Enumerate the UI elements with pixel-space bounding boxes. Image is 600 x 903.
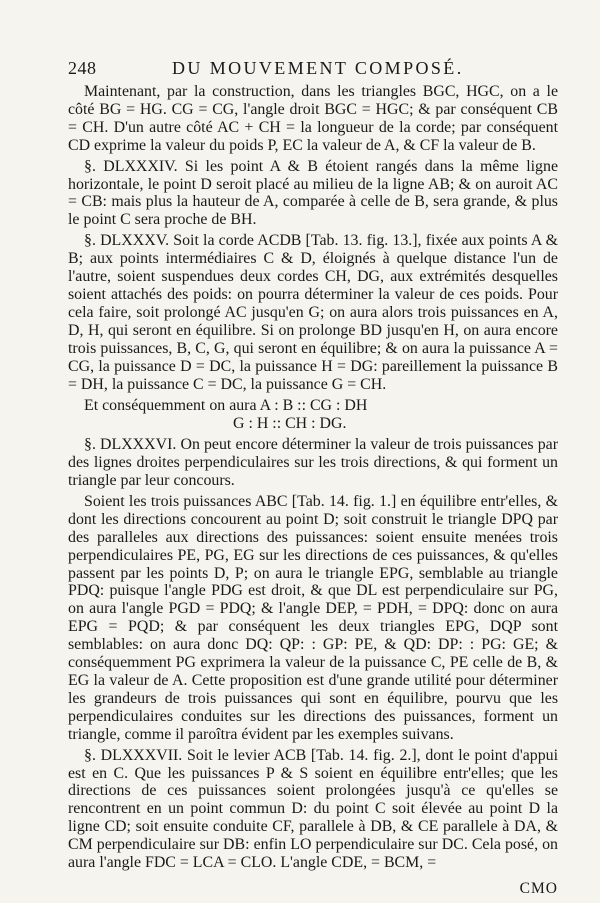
- page-header: [68, 58, 558, 80]
- formula-line-2: G : H :: CH : DG.: [233, 415, 347, 433]
- paragraph-dlxxxvii: §. DLXXXVII. Soit le levier ACB [Tab. 14. fig. 2.], dont le point d'appui est en C. Que les puissances P & S soient en équilibre entr'elles; que les directions de ces puissances soient prolongées jusqu'à ce qu'elles se rencontrent en un point commun D: du point C soit élevée au point D la ligne CD; soit ensuite conduite CF, parallele à DB, & CE parallele à DA, & CM perpendiculaire sur DB: enfin LO perpendiculaire sur DC. Cela posé, on aura l'angle FDC = LCA = CLO. L'angle CDE, = BCM, =: [68, 746, 558, 872]
- body-text: [68, 83, 558, 872]
- paragraph-construction: Maintenant, par la construction, dans les triangles BGC, HGC, on a le côté BG = HG. CG = CG, l'angle droit BGC = HGC; & par conséquent CB = CH. D'un autre côté AC + CH = la longueur de la corde; par conséquent CD exprime la valeur du poids P, EC la valeur de A, & CF la valeur de B.: [68, 83, 558, 154]
- page-number: 248: [68, 58, 97, 78]
- paragraph-dlxxxiv: §. DLXXXIV. Si les point A & B étoient rangés dans la même ligne horizontale, le point D seroit placé au milieu de la ligne AB; & on auroit AC = CB: mais plus la hauteur de A, comparée à celle de B, sera grande, & plus le point C sera proche de BH.: [68, 157, 558, 229]
- catchword: CMO: [519, 880, 558, 897]
- paragraph-three-powers: Soient les trois puissances ABC [Tab. 14. fig. 1.] en équilibre entr'elles, & dont les directions concourent au point D; soit construit le triangle DPQ par des paralleles aux directions des puissances: soient ensuite menées trois perpendiculaires PE, PG, EG sur les directions de ces puissances, & qu'elles passent par les points D, P; on aura le triangle EPG, semblable au triangle PDQ: puisque l'angle PDG est droit, & que DL est perpendiculaire sur PG, on aura l'angle PGD = PDQ; & l'angle DEP, = PDH, = DPQ: donc on aura EPG = PQD; & par conséquent les deux triangles EPG, DQP sont semblables: on aura donc DQ: QP: : GP: PE, & QD: DP: : PG: GE; & conséquemment PG exprimera la valeur de la puissance C, PE celle de B, & EG la valeur de A. Cette proposition est d'une grande utilité pour déterminer les grandeurs de trois puissances qui sont en équilibre, pourvu que les perpendiculaires conduites sur les directions des puissances, forment un triangle, comme il paroîtra évident par les exemples suivans.: [68, 492, 558, 743]
- running-head: DU MOUVEMENT COMPOSÉ.: [172, 58, 464, 78]
- paragraph-dlxxxvi: §. DLXXXVI. On peut encore déterminer la valeur de trois puissances par des lignes droites perpendiculaires sur les trois directions, & qui forment un triangle par leur concours.: [68, 436, 558, 490]
- formula-line-1: Et conséquemment on aura A : B :: CG : DH: [84, 397, 368, 415]
- paragraph-dlxxxv: §. DLXXXV. Soit la corde ACDB [Tab. 13. fig. 13.], fixée aux points A & B; aux points intermédiaires C & D, éloignés à quelque distance l'un de l'autre, soient suspendues deux cordes CH, DG, aux extrémités desquelles soient attachés des poids: on pourra déterminer la valeur de ces poids. Pour cela faire, soit prolongé AC jusqu'en G; on aura alors trois puissances en A, D, H, qui seront en équilibre. Si on prolonge BD jusqu'en H, on aura encore trois puissances, B, C, G, qui seront en équilibre; & on aura la puissance A = CG, la puissance D = DC, la puissance H = DG: pareillement la puissance B = DH, la puissance C = DC, la puissance G = CH.: [68, 232, 558, 393]
